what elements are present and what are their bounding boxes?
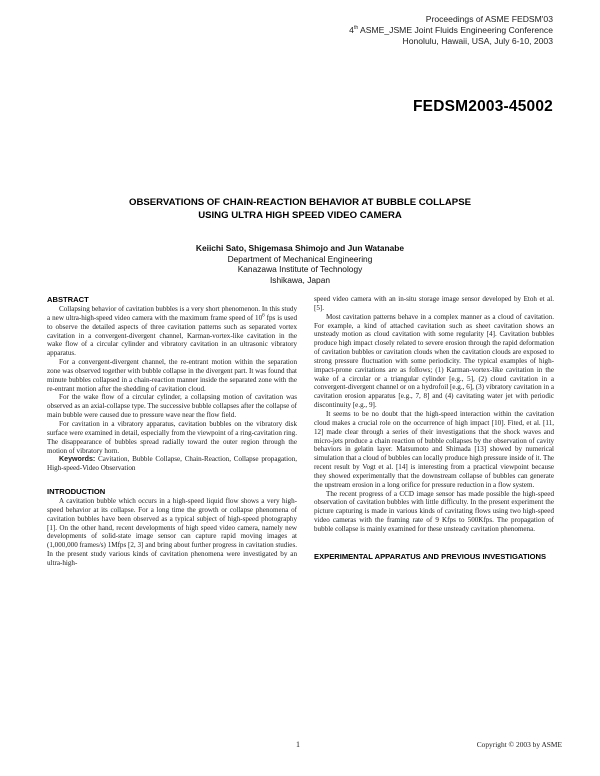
abstract-paragraph-4: For cavitation in a vibratory apparatus, cavitation bubbles on the vibratory disk surface were examined in detail, especially from the viewpoint of a ring-cavitation ring. The disappearance of bubbles spread radially toward the outer region through the motion of vibratory horn. bbox=[47, 419, 297, 455]
right-column bbox=[314, 295, 554, 562]
author-department: Department of Mechanical Engineering bbox=[227, 253, 373, 264]
author-location: Ishikawa, Japan bbox=[269, 274, 331, 285]
abstract-p1-text-b: fps is used to observe the detailed aspects of three cavitation patterns such as separated vortex cavitation in a convergent-divergent channel, Karman-vortex-like cavitation in the wake flow of a circular cylinder and vibratory cavitation in an ultrasonic vibratory apparatus. bbox=[47, 313, 297, 358]
copyright-notice: Copyright © 2003 by ASME bbox=[476, 740, 562, 749]
author-block bbox=[60, 243, 540, 285]
paper-code: FEDSM2003-45002 bbox=[413, 98, 553, 115]
abstract-paragraph-3: For the wake flow of a circular cylinder, a collapsing motion of cavitation was observed as an axial-collapse type. The successive bubble collapses after the collapse of main bubble were caused due to pressure wave near the flow field. bbox=[47, 393, 297, 420]
conference-title: ASME_JSME Joint Fluids Engineering Conference bbox=[358, 25, 553, 35]
introduction-heading: INTRODUCTION bbox=[47, 487, 106, 497]
author-institute: Kanazawa Institute of Technology bbox=[237, 264, 363, 275]
abstract-p1-exponent: 6 bbox=[262, 313, 265, 319]
introduction-paragraph-4: The recent progress of a CCD image sensor has made possible the high-speed observation of cavitation bubbles with little difficulty. In the present experiment the picture capturing is made in various kinds of cavitating flows using two high-speed video cameras with the framing rate of 9 Kfps to 500Kfps. The propagation of bubble collapse is mainly examined for these unsteady cavitation phenomena. bbox=[314, 489, 554, 533]
abstract-paragraph-1 bbox=[47, 305, 297, 358]
conference-ordinal: 4 bbox=[349, 25, 354, 35]
page-number: 1 bbox=[296, 740, 300, 749]
conference-name bbox=[349, 25, 553, 36]
conference-ordinal-suffix: th bbox=[353, 25, 359, 32]
abstract-paragraph-2: For a convergent-divergent channel, the re-entrant motion within the separation zone was observed together with bubble collapse in the divergent part. It was found that minute bubbles collapsed in a chain-reaction manner inside the separated zone with the re-entrant motion after the shedding of cavitation cloud. bbox=[47, 358, 297, 393]
keywords-label: Keywords: bbox=[59, 455, 96, 464]
title-line-1: OBSERVATIONS OF CHAIN-REACTION BEHAVIOR AT BUBBLE COLLAPSE bbox=[128, 197, 471, 208]
left-column bbox=[47, 295, 297, 568]
introduction-paragraph-1: A cavitation bubble which occurs in a high-speed liquid flow shows a very high-speed behavior at its collapse. For a long time the growth or collapse phenomena of cavitation bubbles have been observed as a typical subject of high-speed photography [1]. On the other hand, recent developments of high speed video camera, namely new developments of solid-state image sensor can capture rapid moving images at (1,000,000 frames/s) 1Mfps [2, 3] and bring about further progress in cavitation studies. In the present study various kinds of cavitation phenomena were investigated by an ultra-high- bbox=[47, 497, 297, 567]
conference-location: Honolulu, Hawaii, USA, July 6-10, 2003 bbox=[402, 36, 553, 46]
keywords bbox=[47, 455, 297, 473]
paper-title bbox=[60, 196, 540, 222]
introduction-paragraph-2: Most cavitation patterns behave in a complex manner as a cloud of cavitation. For example, a kind of attached cavitation such as sheet cavitation shows an unsteady motion as cloud cavitation with some regularity [4]. Cavitation bubbles produce high impact closely related to severe erosion through the rapid deformation of cavitation bubbles or cavitation clouds when the cavitation clouds are exposed to strong pressure fluctuation with some periodicity. The typical examples of high-impact-prone cavitations are as follows; (1) Karman-vortex-like cavitation in the wake of a circular or a triangular cylinder [e.g., 5], (2) cloud cavitation in a convergent-divergent channel or on a hydrofoil [e.g., 6], (3) vibratory cavitation in a cavitation erosion apparatus [e.g., 7, 8] and (4) cavitating water jet with periodic discontinuity [e.g., 9]. bbox=[314, 312, 554, 410]
proceedings-header bbox=[349, 14, 553, 47]
author-names: Keiichi Sato, Shigemasa Shimojo and Jun Watanabe bbox=[195, 243, 405, 253]
abstract-p1-text-a: Collapsing behavior of cavitation bubbles is a very short phenomenon. In this study a new ultra-high-speed video camera with the maximum frame speed of 10 bbox=[47, 305, 297, 322]
abstract-heading: ABSTRACT bbox=[47, 295, 89, 304]
title-line-2: USING ULTRA HIGH SPEED VIDEO CAMERA bbox=[198, 210, 402, 221]
proceedings-title: Proceedings of ASME FEDSM'03 bbox=[425, 14, 553, 24]
keywords-text: Cavitation, Bubble Collapse, Chain-Reaction, Collapse propagation, High-speed-Video Observation bbox=[47, 455, 297, 473]
introduction-paragraph-3: It seems to be no doubt that the high-speed interaction within the cavitation cloud makes a crucial role on the occurrence of high impact [10]. Fited, et al. [11, 12] made clear through a series of their investigations that the shock waves and micro-jets produce a chain reaction of bubble collapses by the observation of cavity behaviors in gelatin layer. Matsumoto and Shimada [13] showed by numerical simulation that a cloud of bubbles can locally produce high pressure inside of it. The recent result by Vogt et al. [14] is interesting from a practical viewpoint because they showed experimentally that the downstream collapse of bubbles can generate the upstream erosion in a long orifice for pressure reduction in a flow system. bbox=[314, 409, 555, 489]
introduction-continued: speed video camera with an in-situ storage image sensor developed by Etoh et al. [5]. bbox=[314, 295, 554, 312]
experimental-heading: EXPERIMENTAL APPARATUS AND PREVIOUS INVESTIGATIONS bbox=[314, 551, 547, 561]
